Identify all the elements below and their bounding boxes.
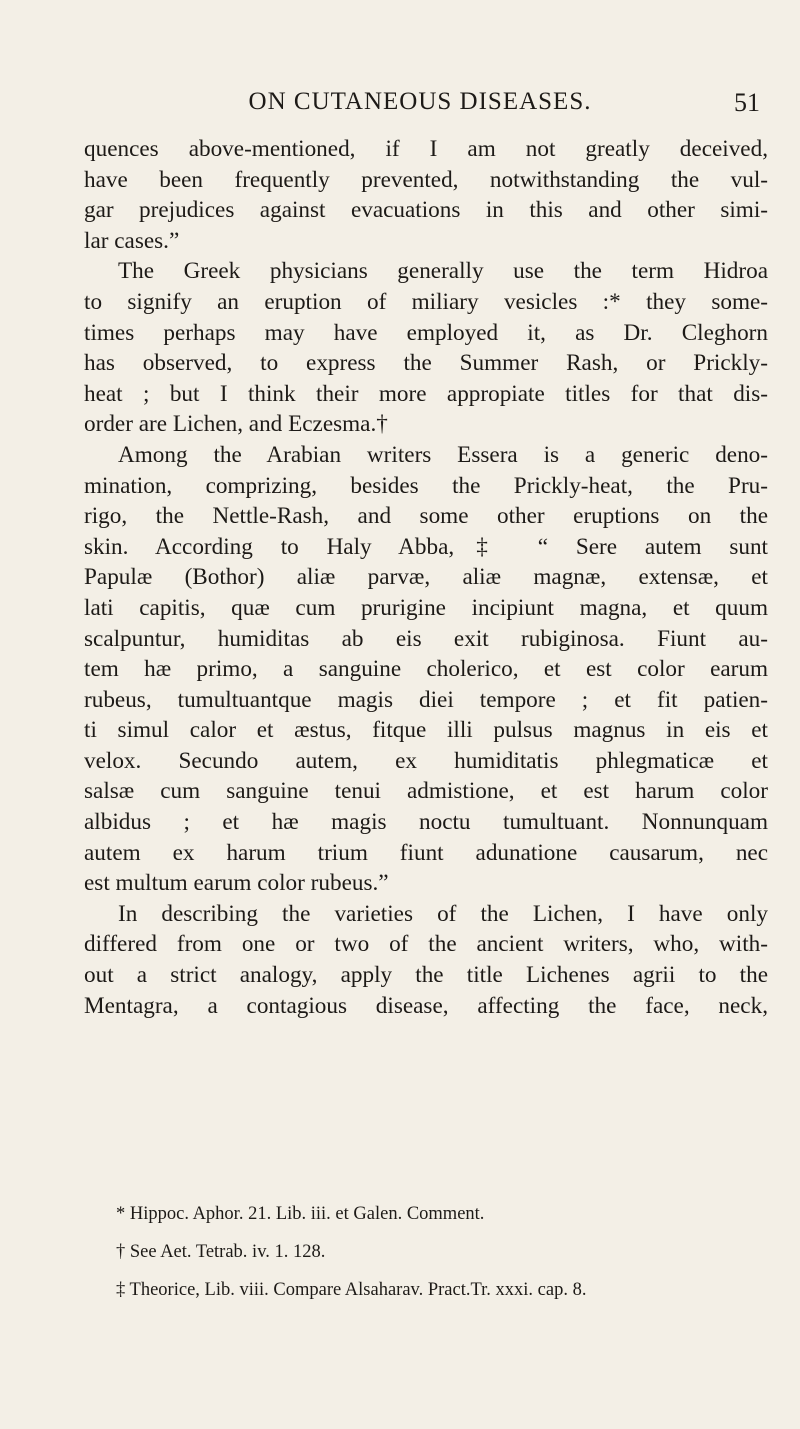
- text-line: est multum earum color rubeus.”: [84, 870, 389, 897]
- text-line: rigo, the Nettle-Rash, and some other eruptions on the: [84, 503, 768, 530]
- text-line: order are Lichen, and Eczesma.†: [84, 411, 388, 438]
- text-line: rubeus, tumultuantque magis diei tempore ; et fit patien-: [84, 686, 768, 713]
- footnotes: [84, 1203, 774, 1317]
- paragraph-start: The Greek physicians generally use the term Hidroa: [118, 258, 768, 285]
- text-line: gar prejudices against evacuations in this and other simi-: [84, 197, 768, 224]
- body-text: [84, 134, 768, 1021]
- running-head: [80, 88, 760, 122]
- running-title: ON CUTANEOUS DISEASES.: [248, 88, 592, 115]
- footnote: † See Aet. Tetrab. iv. 1. 128.: [116, 1242, 326, 1262]
- text-line: ti simul calor et æstus, fitque illi pulsus magnus in eis et: [84, 717, 768, 744]
- text-line: albidus ; et hæ magis noctu tumultuant. Nonnunquam: [84, 809, 768, 836]
- text-line: heat ; but I think their more appropiate titles for that dis-: [84, 380, 768, 407]
- text-line: lati capitis, quæ cum prurigine incipiunt magna, et quum: [84, 594, 768, 621]
- paragraph-start: In describing the varieties of the Lichen, I have only: [118, 900, 768, 927]
- text-line: autem ex harum trium fiunt adunatione causarum, nec: [84, 839, 768, 866]
- text-line: times perhaps may have employed it, as Dr. Cleghorn: [84, 319, 768, 346]
- text-line: skin. According to Haly Abba,‡ “ Sere autem sunt: [84, 533, 768, 560]
- text-line: differed from one or two of the ancient writers, who, with-: [84, 931, 768, 958]
- text-line: quences above-mentioned, if I am not greatly deceived,: [84, 136, 768, 162]
- text-line: salsæ cum sanguine tenui admistione, et est harum color: [84, 778, 768, 805]
- footnote: ‡ Theorice, Lib. viii. Compare Alsaharav. Pract.Tr. xxxi. cap. 8.: [116, 1280, 587, 1300]
- text-line: has observed, to express the Summer Rash, or Prickly-: [84, 350, 768, 377]
- page-number: 51: [734, 88, 760, 117]
- footnote: * Hippoc. Aphor. 21. Lib. iii. et Galen. Comment.: [116, 1204, 485, 1224]
- text-line: out a strict analogy, apply the title Lichenes agrii to the: [84, 962, 768, 989]
- text-line: tem hæ primo, a sanguine cholerico, et est color earum: [84, 656, 768, 683]
- text-line: lar cases.”: [84, 227, 180, 254]
- text-line: to signify an eruption of miliary vesicles :* they some-: [84, 288, 768, 315]
- text-line: Papulæ (Bothor) aliæ parvæ, aliæ magnæ, extensæ, et: [84, 564, 768, 591]
- text-line: mination, comprizing, besides the Prickly-heat, the Pru-: [84, 472, 768, 499]
- text-line: Mentagra, a contagious disease, affecting the face, neck,: [84, 992, 768, 1019]
- text-line: velox. Secundo autem, ex humiditatis phlegmaticæ et: [84, 747, 768, 774]
- text-line: have been frequently prevented, notwithstanding the vul-: [84, 166, 768, 193]
- paragraph-start: Among the Arabian writers Essera is a generic deno-: [118, 441, 768, 468]
- text-line: scalpuntur, humiditas ab eis exit rubiginosa. Fiunt au-: [84, 625, 768, 652]
